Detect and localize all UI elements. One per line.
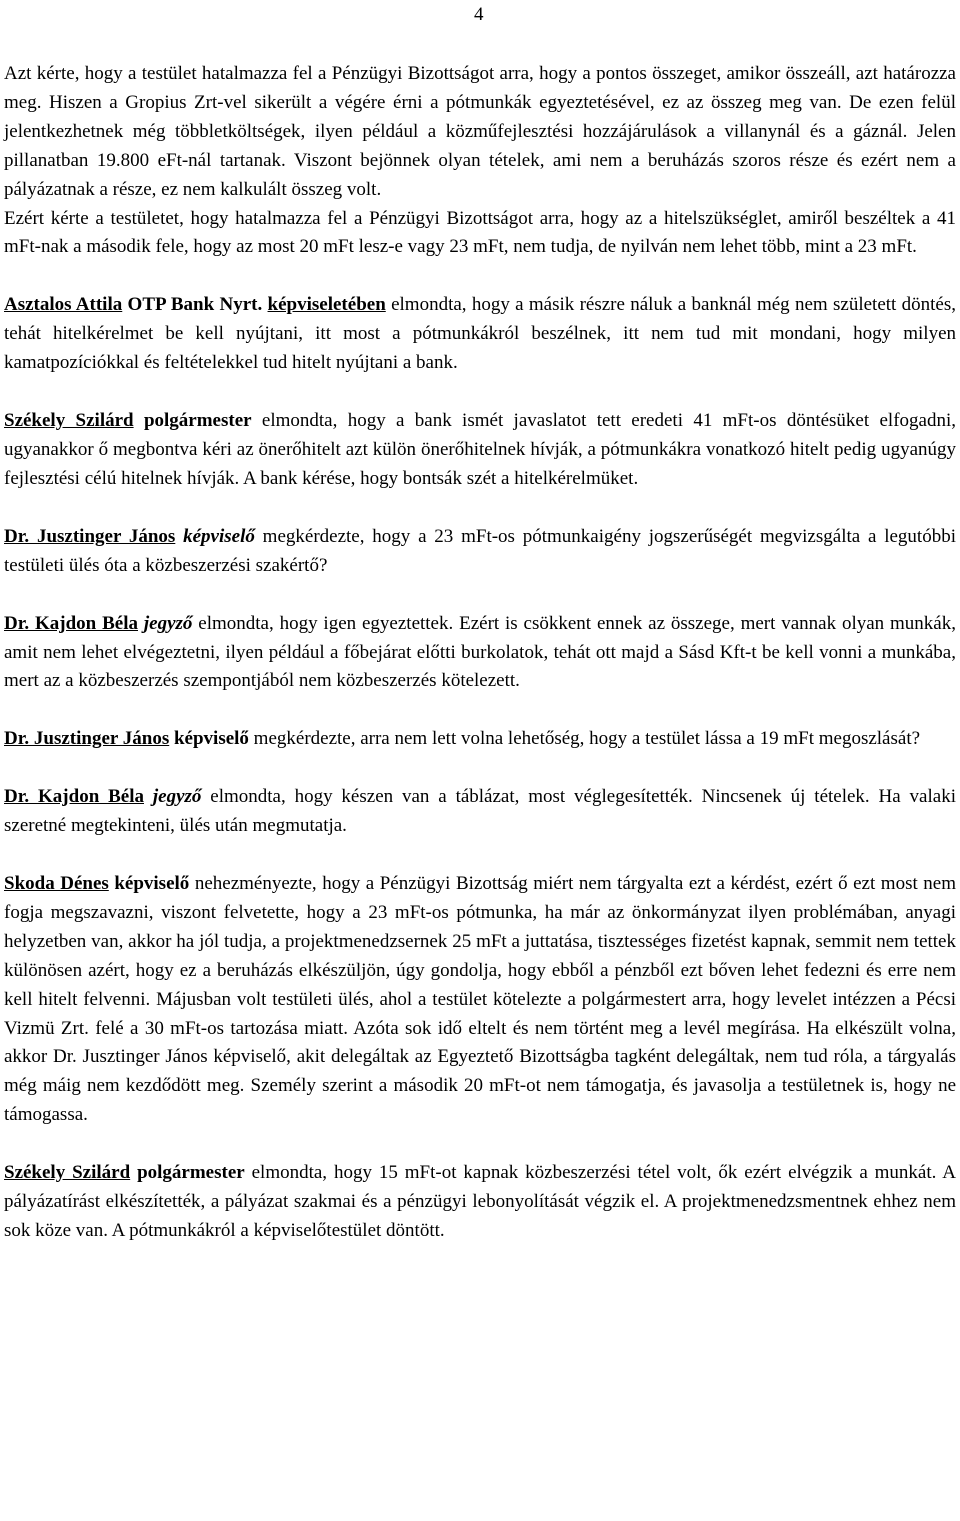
paragraph-9: [4, 870, 956, 1130]
paragraph-2: [4, 205, 956, 263]
paragraph-text: megkérdezte, hogy a 23 mFt-os pótmunkaigény jogszerűségét megvizsgálta a legutóbbi testületi ülés óta a közbeszerzési szakértő?: [4, 525, 956, 576]
paragraph-text: megkérdezte, arra nem lett volna lehetőség, hogy a testület lássa a 19 mFt megoszlását?: [248, 728, 921, 750]
paragraph-6: [4, 610, 956, 697]
paragraph-text: nehezményezte, hogy a Pénzügyi Bizottság miért nem tárgyalta ezt a kérdést, ezért ő ezt most nem fogja megszavazni, viszont felvetette, hogy a 23 mFt-os pótmunka, ha már az önkormányzat ilyen problémában, anyagi helyzetben van, akkor ha jól tudja, a projektmenedzsernek 25 mFt a juttatása, tisztességes fizetést kapnak, semmit nem tettek különösen azért, hogy ez a beruházás elkészüljön, úgy gondolja, hogy ebből a pénzből ezt bőven lehet fedezni és erre nem kell hitelt felvenni. Májusban volt testületi ülés, ahol a testület kötelezte a polgármestert arra, hogy levelet intézzen a Pécsi Vizmü Zrt. felé a 30 mFt-os tartozása miatt. Azóta sok idő eltelt és nem történt meg a levél megírása. Ha elkészült volna, akkor Dr. Jusztinger János képviselő, akit delegáltak az Egyeztető Bizottságba tagként delegáltak, nem tud róla, a tárgyalás még máig nem kezdődött meg. Személy szerint a második 20 mFt-ot nem támogatja, és javasolja a testületnek is, hogy ne támogassa.: [4, 873, 957, 1126]
paragraph-3: [4, 291, 956, 378]
paragraph-text: elmondta, hogy a bank ismét javaslatot tett eredeti 41 mFt-os döntésüket elfogadni, ugyanakkor ő megbontva kéri az önerőhitelt azt külön önerőhitelnek hívják, a pótmunkákra vonatkozó hitelt pedig ugyanúgy fejlesztési célú hitelnek hívják. A bank kérése, hogy bontsák szét a hitelkérelmüket.: [4, 410, 956, 489]
speaker-name: Dr. Kajdon Béla: [4, 786, 144, 808]
speaker-name: Székely Szilárd: [4, 1162, 131, 1184]
speaker-role: polgármester: [130, 1162, 245, 1184]
paragraph-10: [4, 1159, 956, 1246]
speaker-name: Dr. Jusztinger János: [4, 728, 170, 750]
speaker-role: képviselő: [169, 728, 249, 750]
paragraph-text: elmondta, hogy készen van a táblázat, most véglegesítették. Nincsenek új tételek. Ha valaki szeretné megtekinteni, ülés után megmutatja.: [4, 786, 956, 837]
speaker-role: polgármester: [133, 410, 252, 432]
paragraph-text: elmondta, hogy a másik részre náluk a banknál még nem született döntés, tehát hitelkérelmet be kell nyújtani, itt most a pótmunkákról beszélnek, itt nem tud mit mondani, hogy milyen kamatpozíciókkal és feltételekkel tud hitelt nyújtani a bank.: [4, 294, 956, 374]
speaker-name: Skoda Dénes: [4, 873, 109, 895]
paragraph-1: [4, 60, 956, 205]
paragraph-text: Azt kérte, hogy a testület hatalmazza fel a Pénzügyi Bizottságot arra, hogy a pontos összeget, amikor összeáll, azt határozza meg. Hiszen a Gropius Zrt-vel sikerült a végére érni a pótmunkák egyeztetésével, ez az összeg meg van. De ezen felül jelentkezhetnek még többletköltségek, ilyen például a közműfejlesztési hozzájárulások a villanynál és a gáznál. Jelen pillanatban 19.800 eFt-nál tartanak. Viszont bejönnek olyan tételek, ami nem a beruházás szoros része és ezért nem a pályázatnak a része, ez nem kalkulált összeg volt.: [4, 63, 956, 200]
speaker-role: képviselő: [108, 873, 190, 895]
speaker-role: jegyző: [144, 786, 202, 808]
speaker-name: Székely Szilárd: [4, 410, 134, 432]
page-number: 4: [474, 4, 484, 25]
paragraph-5: [4, 523, 956, 581]
speaker-role: képviseletében: [267, 294, 386, 316]
paragraph-4: [4, 407, 956, 494]
paragraph-text: Ezért kérte a testületet, hogy hatalmazza fel a Pénzügyi Bizottságot arra, hogy az a hitelszükséglet, amiről beszéltek a 41 mFt-nak a második fele, hogy az most 20 mFt lesz-e vagy 23 mFt, nem tudja, de nyilván nem lehet több, mint a 23 mFt.: [4, 207, 956, 258]
speaker-name: Asztalos Attila: [4, 294, 123, 316]
paragraph-text: elmondta, hogy 15 mFt-ot kapnak közbeszerzési tétel volt, ők ezért elvégzik a munkát. A pályázatírást elkészítették, a pályázat szakmai és a pénzügyi lebonyolítását végzik el. A projektmenedzsmentnek ehhez nem sok köze van. A pótmunkákról a képviselőtestület döntött.: [4, 1162, 956, 1241]
speaker-organization: OTP Bank Nyrt.: [122, 294, 268, 316]
speaker-name: Dr. Jusztinger János: [4, 525, 176, 547]
speaker-role: jegyző: [138, 612, 193, 634]
speaker-role: képviselő: [175, 525, 255, 547]
paragraph-8: [4, 783, 956, 841]
document-body: [4, 60, 956, 1246]
speaker-name: Dr. Kajdon Béla: [4, 612, 138, 634]
paragraph-text: elmondta, hogy igen egyeztettek. Ezért is csökkent ennek az összege, mert vannak olyan munkák, amit nem lehet elvégeztetni, ilyen például a főbejárat előtti burkolatok, tehát ott majd a Sásd Kft-t be kell vonni a munkába, mert az a közbeszerzés szempontjából nem közbeszerzés kötelezett.: [4, 612, 956, 692]
paragraph-7: [4, 725, 956, 754]
